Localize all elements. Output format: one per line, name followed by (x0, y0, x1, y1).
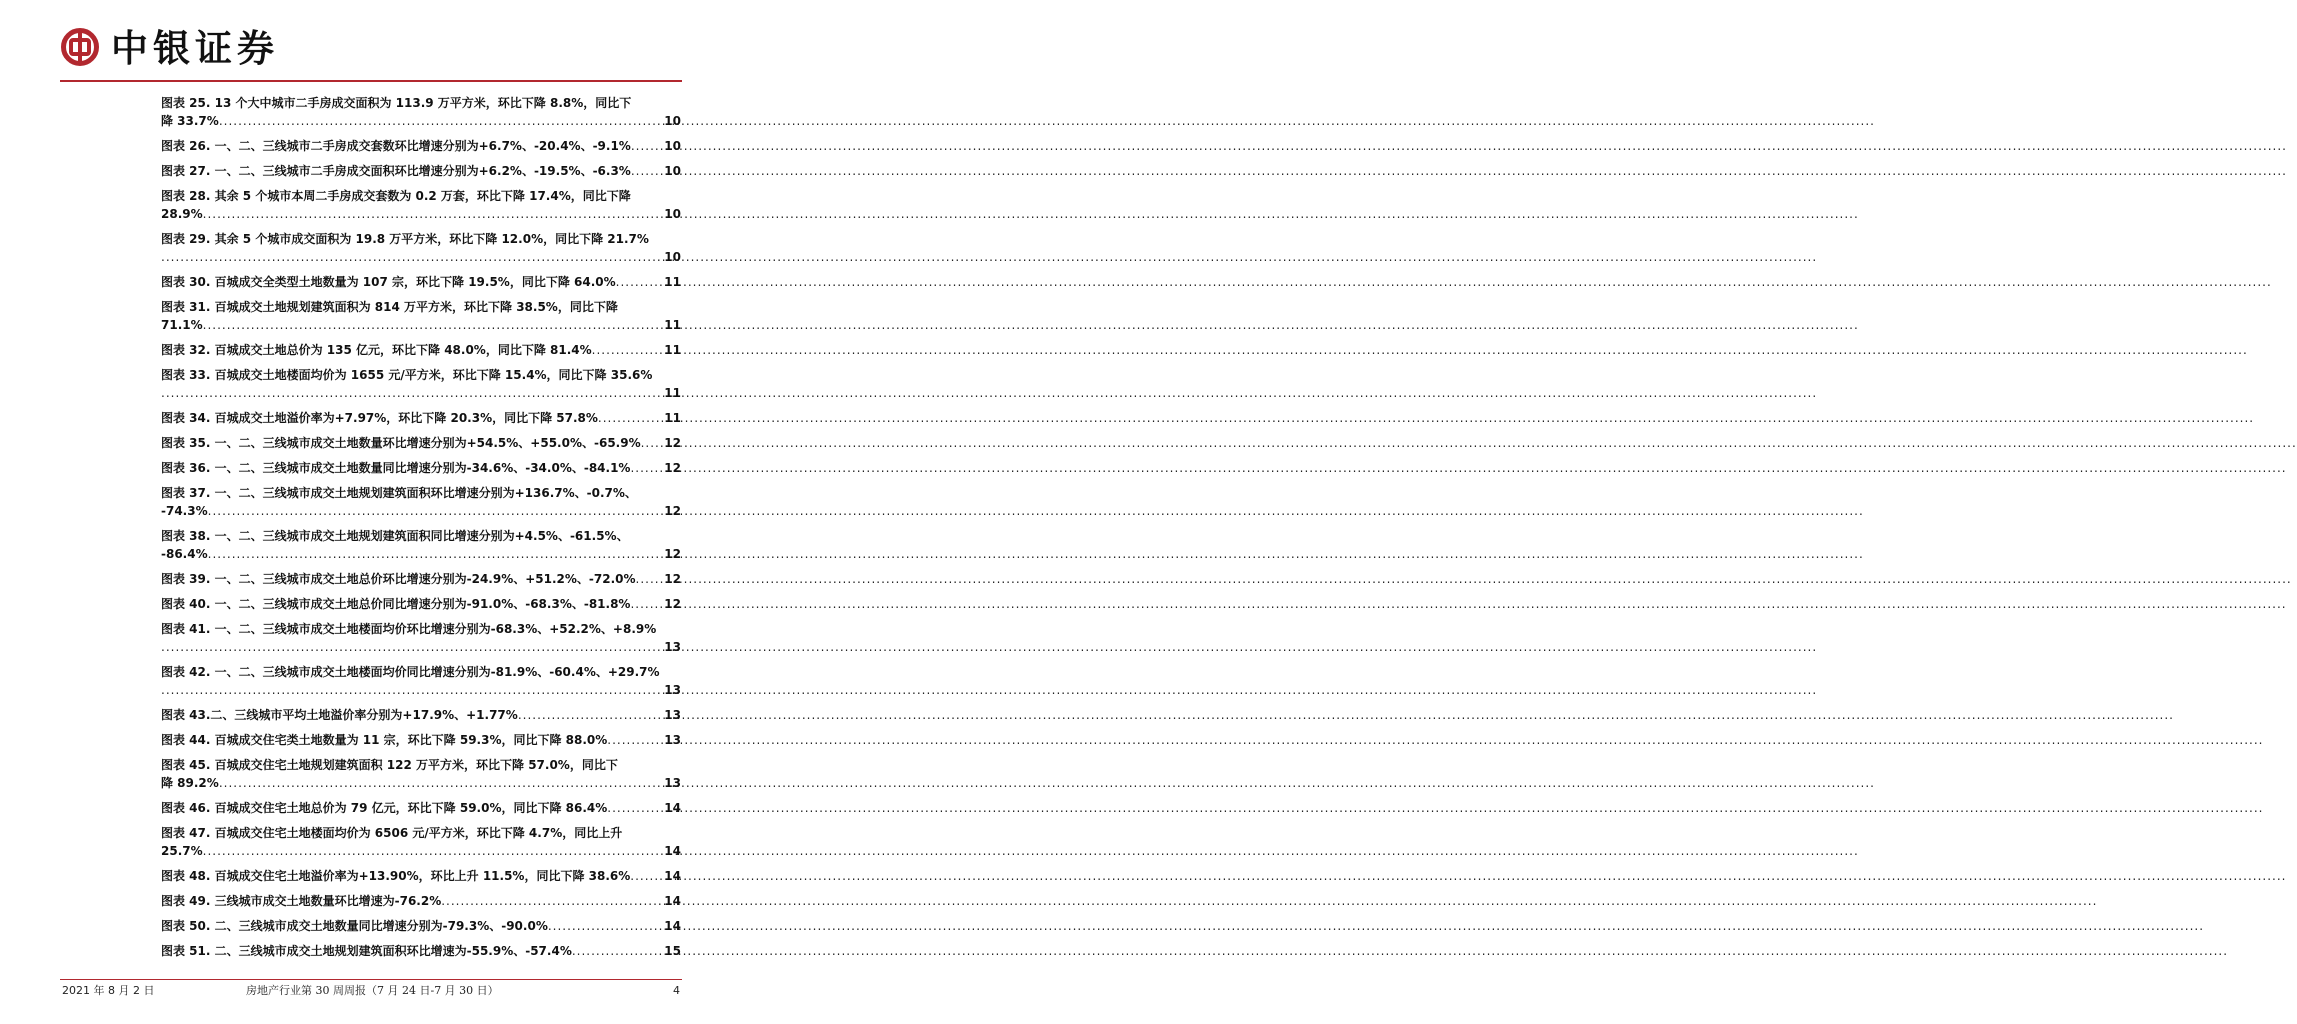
toc-entry-text: 图表 25. 13 个大中城市二手房成交面积为 113.9 万平方米，环比下降 8.8%，同比下 (161, 96, 632, 110)
toc-page-number: 13 (664, 733, 681, 747)
toc-line (161, 316, 681, 334)
toc-line (161, 384, 681, 402)
toc-line (161, 570, 681, 588)
page-header (0, 0, 724, 80)
toc-page-number: 14 (664, 919, 681, 933)
toc-page-number: 12 (664, 572, 681, 586)
toc-entry[interactable] (161, 892, 681, 910)
toc-line (161, 273, 681, 291)
toc-entry[interactable] (161, 366, 681, 402)
toc-page-number: 12 (664, 461, 681, 475)
toc-line (161, 842, 681, 860)
toc-entry[interactable] (161, 867, 681, 885)
dot-leader (208, 545, 664, 563)
brand-name: 中银证券 (111, 26, 279, 70)
toc-line (161, 137, 681, 155)
toc-entry-text: 图表 38. 一、二、三线城市成交土地规划建筑面积同比增速分别为+4.5%、-61.5%、 (161, 529, 629, 543)
toc-line (161, 230, 681, 248)
toc-line (161, 545, 681, 563)
toc-line (161, 731, 681, 749)
toc-entry-text: 图表 43.二、三线城市平均土地溢价率分别为+17.9%、+1.77% (161, 708, 518, 722)
page-number: 4 (673, 984, 680, 997)
toc-entry-text: -86.4% (161, 547, 208, 561)
toc-line (161, 162, 681, 180)
toc-page-number: 13 (664, 708, 681, 722)
toc-line (161, 774, 681, 792)
dot-leader (203, 205, 664, 223)
toc-page-number: 10 (664, 207, 681, 221)
toc-entry-text: 图表 31. 百城成交土地规划建筑面积为 814 万平方米，环比下降 38.5%，同比下降 (161, 300, 618, 314)
toc-entry-text: 图表 34. 百城成交土地溢价率为+7.97%，环比下降 20.3%，同比下降 57.8% (161, 411, 598, 425)
dot-leader (636, 570, 664, 588)
toc-entry-text: 图表 50. 二、三线城市成交土地数量同比增速分别为-79.3%、-90.0% (161, 919, 548, 933)
toc-entry-text: -74.3% (161, 504, 208, 518)
toc-line (161, 892, 681, 910)
toc-page-number: 11 (664, 275, 681, 289)
dot-leader (598, 409, 663, 427)
toc-entry-text: 图表 33. 百城成交土地楼面均价为 1655 元/平方米，环比下降 15.4%，同比下降 35.6% (161, 368, 653, 382)
footer-report-title: 房地产行业第 30 周周报（7 月 24 日-7 月 30 日） (246, 984, 499, 997)
toc-page-number: 12 (664, 597, 681, 611)
toc-page-number: 12 (664, 436, 681, 450)
toc-line (161, 484, 681, 502)
toc-entry-text: 图表 28. 其余 5 个城市本周二手房成交套数为 0.2 万套，环比下降 17.4%，同比下降 (161, 189, 631, 203)
toc-line (161, 205, 681, 223)
toc-entry-text: 图表 26. 一、二、三线城市二手房成交套数环比增速分别为+6.7%、-20.4%、-9.1% (161, 139, 631, 153)
dot-leader (572, 942, 663, 960)
toc-line (161, 799, 681, 817)
dot-leader (631, 162, 663, 180)
toc-entry[interactable] (161, 706, 681, 724)
dot-leader (441, 892, 663, 910)
toc-entry-text: 图表 49. 三线城市成交土地数量环比增速为-76.2% (161, 894, 442, 908)
toc-line (161, 663, 681, 681)
toc-entry-text: 71.1% (161, 318, 203, 332)
toc-line (161, 867, 681, 885)
dot-leader (607, 799, 663, 817)
toc-entry-text: 28.9% (161, 207, 203, 221)
toc-entry[interactable] (161, 162, 681, 180)
dot-leader (616, 273, 664, 291)
toc-page-number: 10 (664, 250, 681, 264)
toc-entry-text: 图表 27. 一、二、三线城市二手房成交面积环比增速分别为+6.2%、-19.5%、-6.3% (161, 164, 631, 178)
toc-line (161, 187, 681, 205)
toc-page-number: 10 (664, 114, 681, 128)
toc-line (161, 409, 681, 427)
toc-entry-text: 图表 47. 百城成交住宅土地楼面均价为 6506 元/平方米，环比下降 4.7%，同比上升 (161, 826, 623, 840)
toc-entry-text: 图表 37. 一、二、三线城市成交土地规划建筑面积环比增速分别为+136.7%、-0.7%、 (161, 486, 637, 500)
toc-entry-text: 图表 48. 百城成交住宅土地溢价率为+13.90%，环比上升 11.5%，同比下降 38.6% (161, 869, 631, 883)
dot-leader (161, 638, 663, 656)
toc-line (161, 638, 681, 656)
dot-leader (518, 706, 663, 724)
toc-entry[interactable] (161, 942, 681, 960)
toc-entry-text: 图表 41. 一、二、三线城市成交土地楼面均价环比增速分别为-68.3%、+52.2%、+8.9% (161, 622, 657, 636)
footer-date: 2021 年 8 月 2 日 (62, 984, 155, 997)
toc-entry[interactable] (161, 595, 681, 613)
toc-entry[interactable] (161, 341, 681, 359)
dot-leader (630, 459, 663, 477)
toc-entry[interactable] (161, 731, 681, 749)
dot-leader (219, 112, 663, 130)
header-divider (60, 80, 682, 82)
toc-entry[interactable] (161, 409, 681, 427)
toc-entry-text: 图表 32. 百城成交土地总价为 135 亿元，环比下降 48.0%，同比下降 81.4% (161, 343, 592, 357)
toc-line (161, 502, 681, 520)
dot-leader (607, 731, 663, 749)
dot-leader (203, 842, 664, 860)
toc-page-number: 12 (664, 504, 681, 518)
toc-page-number: 14 (664, 801, 681, 815)
toc-entry-text: 降 33.7% (161, 114, 219, 128)
dot-leader (161, 681, 663, 699)
toc-entry-text: 图表 42. 一、二、三线城市成交土地楼面均价同比增速分别为-81.9%、-60.4%、+29.7% (161, 665, 660, 679)
toc-entry-text: 图表 44. 百城成交住宅类土地数量为 11 宗，环比下降 59.3%，同比下降 88.0% (161, 733, 608, 747)
toc-entry[interactable] (161, 917, 681, 935)
dot-leader (641, 434, 664, 452)
toc-entry-text: 图表 45. 百城成交住宅土地规划建筑面积 122 万平方米，环比下降 57.0%，同比下 (161, 758, 618, 772)
toc-page-number: 11 (664, 411, 681, 425)
dot-leader (161, 384, 663, 402)
toc-line (161, 298, 681, 316)
bank-of-china-logo-icon (60, 27, 100, 67)
toc-entry[interactable] (161, 434, 681, 452)
toc-entry[interactable] (161, 756, 681, 792)
toc-page-number: 10 (664, 139, 681, 153)
footer-divider (60, 979, 682, 980)
dot-leader (219, 774, 663, 792)
toc-entry-text: 25.7% (161, 844, 203, 858)
toc-page-number: 10 (664, 164, 681, 178)
toc-page-number: 14 (664, 894, 681, 908)
toc-entry-text: 图表 39. 一、二、三线城市成交土地总价环比增速分别为-24.9%、+51.2%、-72.0% (161, 572, 636, 586)
toc-line (161, 366, 681, 384)
toc-entry[interactable] (161, 298, 681, 334)
toc-entry[interactable] (161, 459, 681, 477)
toc-entry[interactable] (161, 273, 681, 291)
toc-entry-text: 图表 30. 百城成交全类型土地数量为 107 宗，环比下降 19.5%，同比下降 64.0% (161, 275, 616, 289)
toc-entry[interactable] (161, 484, 681, 520)
toc-line (161, 824, 681, 842)
toc-entry[interactable] (161, 137, 681, 155)
toc-entry[interactable] (161, 620, 681, 656)
toc-page-number: 12 (664, 547, 681, 561)
toc-page-number: 13 (664, 683, 681, 697)
dot-leader (548, 917, 663, 935)
toc-line (161, 595, 681, 613)
dot-leader (592, 341, 664, 359)
toc-entry[interactable] (161, 94, 681, 130)
toc-page-number: 15 (664, 944, 681, 958)
toc-entry-text: 降 89.2% (161, 776, 219, 790)
dot-leader (203, 316, 664, 334)
toc-line (161, 94, 681, 112)
toc-entry-text: 图表 46. 百城成交住宅土地总价为 79 亿元，环比下降 59.0%，同比下降 86.4% (161, 801, 608, 815)
toc-line (161, 917, 681, 935)
toc-line (161, 706, 681, 724)
toc-line (161, 527, 681, 545)
toc-entry[interactable] (161, 824, 681, 860)
dot-leader (161, 248, 663, 266)
toc-entry-text: 图表 35. 一、二、三线城市成交土地数量环比增速分别为+54.5%、+55.0%、-65.9% (161, 436, 641, 450)
dot-leader (208, 502, 664, 520)
toc-page-number: 11 (664, 386, 681, 400)
toc-line (161, 434, 681, 452)
dot-leader (631, 137, 663, 155)
toc-line (161, 112, 681, 130)
toc-page-number: 13 (664, 640, 681, 654)
toc-page-number: 14 (664, 869, 681, 883)
toc-page-number: 14 (664, 844, 681, 858)
toc-entry-text: 图表 40. 一、二、三线城市成交土地总价同比增速分别为-91.0%、-68.3%、-81.8% (161, 597, 631, 611)
toc-page-number: 13 (664, 776, 681, 790)
toc-line (161, 681, 681, 699)
toc-entry[interactable] (161, 799, 681, 817)
toc-page-number: 11 (664, 343, 681, 357)
toc-entry[interactable] (161, 570, 681, 588)
dot-leader (630, 867, 663, 885)
toc-line (161, 756, 681, 774)
toc-entry[interactable] (161, 230, 681, 266)
toc-line (161, 248, 681, 266)
toc-entry[interactable] (161, 187, 681, 223)
toc-entry[interactable] (161, 663, 681, 699)
figure-list (161, 94, 681, 967)
toc-line (161, 459, 681, 477)
toc-entry-text: 图表 36. 一、二、三线城市成交土地数量同比增速分别为-34.6%、-34.0%、-84.1% (161, 461, 631, 475)
toc-page-number: 11 (664, 318, 681, 332)
toc-line (161, 341, 681, 359)
toc-entry[interactable] (161, 527, 681, 563)
toc-line (161, 942, 681, 960)
toc-entry-text: 图表 51. 二、三线城市成交土地规划建筑面积环比增速为-55.9%、-57.4% (161, 944, 572, 958)
toc-entry-text: 图表 29. 其余 5 个城市成交面积为 19.8 万平方米，环比下降 12.0%，同比下降 21.7% (161, 232, 649, 246)
dot-leader (630, 595, 663, 613)
toc-line (161, 620, 681, 638)
